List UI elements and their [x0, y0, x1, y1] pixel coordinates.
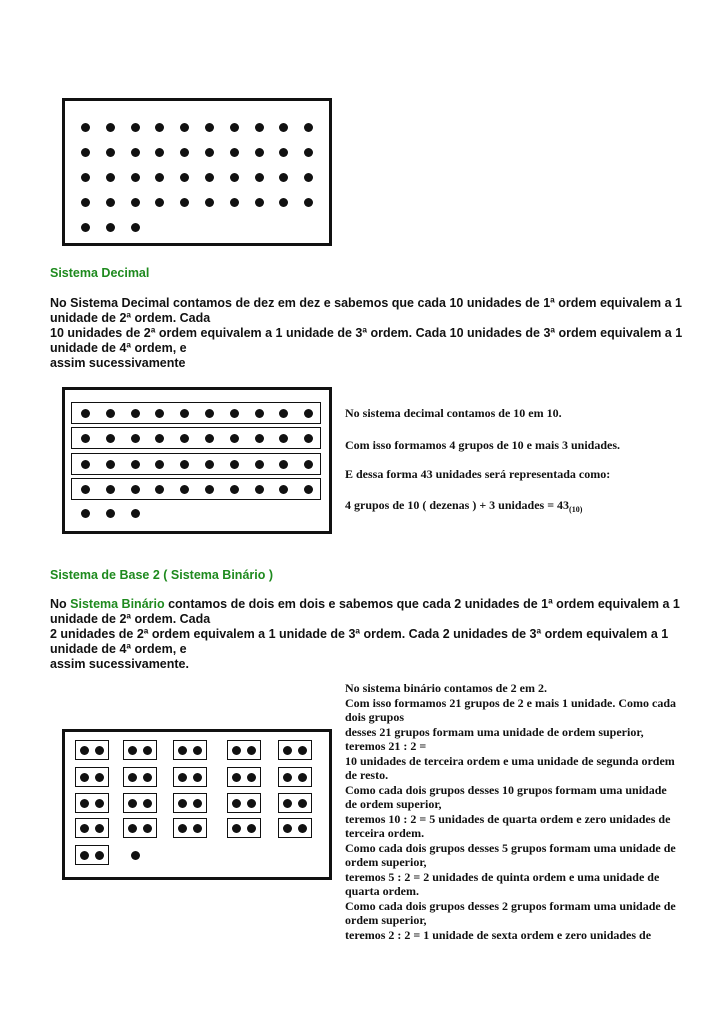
unit-dot: [106, 434, 115, 443]
unit-dot: [279, 460, 288, 469]
unit-dot: [304, 460, 313, 469]
unit-dot: [131, 123, 140, 132]
unit-dot: [180, 123, 189, 132]
unit-dot: [255, 173, 264, 182]
unit-dot: [106, 409, 115, 418]
unit-dot: [247, 773, 256, 782]
decimal-heading: Sistema Decimal: [50, 266, 150, 280]
binary-paragraph-line: [50, 597, 690, 612]
binary-explanation-line: de ordem superior,: [345, 797, 442, 811]
unit-dot: [128, 773, 137, 782]
decimal-note-4: [345, 498, 582, 514]
unit-dot: [131, 148, 140, 157]
unit-dot: [178, 799, 187, 808]
unit-dot: [255, 123, 264, 132]
binary-paragraph-line: unidade de 4ª ordem, e: [50, 642, 187, 656]
unit-dot: [230, 123, 239, 132]
unit-dot: [180, 485, 189, 494]
unit-dot: [131, 485, 140, 494]
unit-dot: [205, 434, 214, 443]
decimal-note-1: No sistema decimal contamos de 10 em 10.: [345, 406, 562, 420]
unit-dot: [155, 173, 164, 182]
unit-dot: [180, 434, 189, 443]
binary-paragraph-prefix: No: [50, 597, 71, 611]
unit-dot: [232, 824, 241, 833]
binary-explanation-line: 10 unidades de terceira ordem e uma unidade de segunda ordem: [345, 753, 675, 768]
unit-dot: [131, 851, 140, 860]
unit-dot: [205, 460, 214, 469]
unit-dot: [230, 434, 239, 443]
unit-dot: [95, 851, 104, 860]
unit-dot: [131, 409, 140, 418]
decimal-note-4-subscript: (10): [569, 505, 583, 514]
unit-dot: [304, 148, 313, 157]
unit-dot: [255, 409, 264, 418]
binary-explanation-line: No sistema binário contamos de 2 em 2.: [345, 681, 547, 695]
unit-dot: [298, 824, 307, 833]
unit-dot: [180, 198, 189, 207]
unit-dot: [80, 773, 89, 782]
unit-dot: [230, 460, 239, 469]
unit-dot: [255, 485, 264, 494]
unit-dot: [143, 799, 152, 808]
binary-grouped-figure: [62, 729, 332, 880]
binary-explanation-line: teremos 2 : 2 = 1 unidade de sexta ordem e zero unidades de: [345, 927, 652, 942]
unit-dot: [279, 123, 288, 132]
unit-dot: [279, 173, 288, 182]
unit-dot: [155, 485, 164, 494]
unit-dot: [193, 773, 202, 782]
unit-dot: [178, 746, 187, 755]
unit-dot: [155, 409, 164, 418]
unit-dot: [255, 460, 264, 469]
unit-dot: [81, 460, 90, 469]
decimal-paragraph-line: unidade de 2ª ordem. Cada: [50, 311, 211, 325]
unit-dot: [205, 123, 214, 132]
binary-explanation-line: Como cada dois grupos desses 2 grupos formam uma unidade de: [345, 898, 676, 913]
decimal-paragraph-line: assim sucessivamente: [50, 356, 186, 370]
binary-explanation-line: ordem superior,: [345, 913, 427, 927]
unit-dot: [230, 173, 239, 182]
decimal-paragraph-line: unidade de 4ª ordem, e: [50, 341, 187, 355]
unit-dot: [193, 799, 202, 808]
binary-explanation-line: teremos 10 : 2 = 5 unidades de quarta ordem e zero unidades de: [345, 811, 671, 826]
unit-dot: [193, 824, 202, 833]
unit-dot: [143, 746, 152, 755]
binary-paragraph: [50, 597, 690, 672]
unit-dot: [304, 485, 313, 494]
unit-dot: [283, 799, 292, 808]
decimal-note-3: E dessa forma 43 unidades será representada como:: [345, 467, 611, 481]
unit-dot: [178, 773, 187, 782]
unit-dot: [205, 173, 214, 182]
unit-dot: [81, 223, 90, 232]
unit-dot: [232, 746, 241, 755]
unit-dot: [143, 773, 152, 782]
decimal-note-4-main: 4 grupos de 10 ( dezenas ) + 3 unidades = 43: [345, 498, 570, 512]
unit-dot: [205, 148, 214, 157]
decimal-paragraph-line: 10 unidades de 2ª ordem equivalem a 1 unidade de 3ª ordem. Cada 10 unidades de 3ª ordem equivalem a 1: [50, 326, 683, 340]
unit-dot: [232, 799, 241, 808]
unit-dot: [247, 824, 256, 833]
unit-dot: [304, 409, 313, 418]
unit-dot: [95, 746, 104, 755]
unit-dot: [81, 409, 90, 418]
unit-dot: [131, 198, 140, 207]
unit-dot: [230, 148, 239, 157]
unit-dot: [106, 485, 115, 494]
decimal-paragraph-line: No Sistema Decimal contamos de dez em dez e sabemos que cada 10 unidades de 1ª ordem equivalem a 1: [50, 296, 682, 310]
unit-dot: [298, 746, 307, 755]
unit-dot: [81, 434, 90, 443]
binary-explanation-line: teremos 21 : 2 =: [345, 739, 427, 753]
unit-dot: [230, 198, 239, 207]
unit-dot: [298, 799, 307, 808]
binary-explanation-line: terceira ordem.: [345, 826, 425, 840]
unit-dot: [205, 198, 214, 207]
binary-paragraph-suffix: contamos de dois em dois e sabemos que cada 2 unidades de 1ª ordem equivalem a 1: [164, 597, 680, 611]
unit-dot: [95, 824, 104, 833]
unit-dot: [279, 434, 288, 443]
unit-dot: [106, 148, 115, 157]
binary-explanation-line: quarta ordem.: [345, 884, 419, 898]
unit-dot: [283, 746, 292, 755]
decimal-dots-figure: [62, 98, 332, 246]
unit-dot: [178, 824, 187, 833]
unit-dot: [81, 198, 90, 207]
unit-dot: [255, 434, 264, 443]
unit-dot: [80, 799, 89, 808]
unit-dot: [230, 409, 239, 418]
unit-dot: [81, 509, 90, 518]
unit-dot: [106, 509, 115, 518]
unit-dot: [106, 223, 115, 232]
unit-dot: [279, 148, 288, 157]
unit-dot: [205, 409, 214, 418]
binary-explanation-line: teremos 5 : 2 = 2 unidades de quinta ordem e uma unidade de: [345, 869, 660, 884]
unit-dot: [106, 460, 115, 469]
unit-dot: [128, 746, 137, 755]
unit-dot: [81, 173, 90, 182]
binary-paragraph-line: assim sucessivamente.: [50, 657, 189, 671]
unit-dot: [304, 434, 313, 443]
unit-dot: [304, 123, 313, 132]
unit-dot: [95, 773, 104, 782]
unit-dot: [80, 824, 89, 833]
binary-explanation-line: Com isso formamos 21 grupos de 2 e mais 1 unidade. Como cada: [345, 695, 677, 710]
unit-dot: [304, 173, 313, 182]
unit-dot: [155, 148, 164, 157]
unit-dot: [128, 824, 137, 833]
unit-dot: [255, 198, 264, 207]
unit-dot: [180, 409, 189, 418]
binary-paragraph-line: 2 unidades de 2ª ordem equivalem a 1 unidade de 3ª ordem. Cada 2 unidades de 3ª ordem equivalem a 1: [50, 627, 669, 641]
unit-dot: [255, 148, 264, 157]
binary-explanation-line: Como cada dois grupos desses 10 grupos formam uma unidade: [345, 782, 667, 797]
unit-dot: [230, 485, 239, 494]
unit-dot: [131, 460, 140, 469]
unit-dot: [193, 746, 202, 755]
unit-dot: [95, 799, 104, 808]
unit-dot: [131, 223, 140, 232]
unit-dot: [81, 148, 90, 157]
unit-dot: [155, 198, 164, 207]
unit-dot: [80, 851, 89, 860]
unit-dot: [180, 148, 189, 157]
unit-dot: [283, 773, 292, 782]
unit-dot: [131, 434, 140, 443]
unit-dot: [131, 509, 140, 518]
unit-dot: [128, 799, 137, 808]
binary-explanation-line: de resto.: [345, 768, 389, 782]
unit-dot: [279, 198, 288, 207]
binary-explanation-line: ordem superior,: [345, 855, 427, 869]
decimal-paragraph: [50, 296, 690, 371]
binary-explanation: [345, 681, 690, 942]
binary-system-link[interactable]: Sistema Binário: [70, 597, 165, 611]
decimal-grouped-figure: [62, 387, 332, 534]
unit-dot: [283, 824, 292, 833]
unit-dot: [304, 198, 313, 207]
binary-paragraph-line: unidade de 2ª ordem. Cada: [50, 612, 211, 626]
unit-dot: [279, 409, 288, 418]
unit-dot: [131, 173, 140, 182]
unit-dot: [247, 799, 256, 808]
unit-dot: [80, 746, 89, 755]
unit-dot: [247, 746, 256, 755]
unit-dot: [81, 485, 90, 494]
unit-dot: [155, 460, 164, 469]
unit-dot: [232, 773, 241, 782]
binary-explanation-line: dois grupos: [345, 710, 405, 724]
binary-explanation-line: Como cada dois grupos desses 5 grupos formam uma unidade de: [345, 840, 676, 855]
decimal-note-2: Com isso formamos 4 grupos de 10 e mais 3 unidades.: [345, 438, 621, 452]
unit-dot: [298, 773, 307, 782]
unit-dot: [155, 434, 164, 443]
unit-dot: [143, 824, 152, 833]
binary-explanation-line: desses 21 grupos formam uma unidade de ordem superior,: [345, 724, 644, 739]
unit-dot: [180, 173, 189, 182]
unit-dot: [205, 485, 214, 494]
unit-dot: [106, 173, 115, 182]
binary-heading: Sistema de Base 2 ( Sistema Binário ): [50, 568, 274, 582]
unit-dot: [180, 460, 189, 469]
unit-dot: [81, 123, 90, 132]
unit-dot: [106, 123, 115, 132]
unit-dot: [106, 198, 115, 207]
unit-dot: [155, 123, 164, 132]
unit-dot: [279, 485, 288, 494]
